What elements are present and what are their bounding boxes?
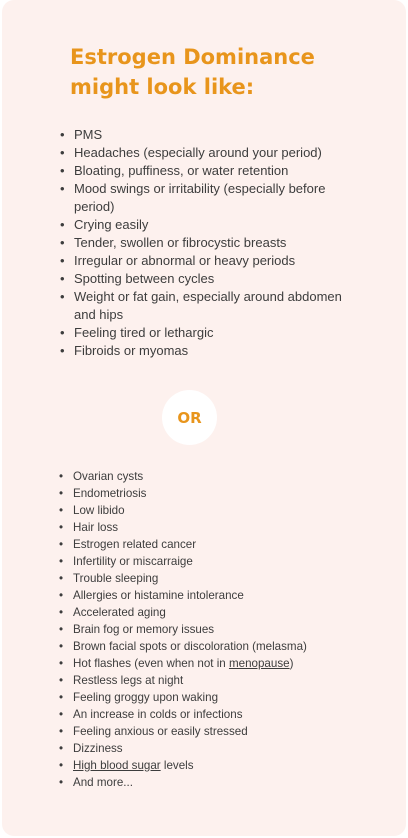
list-item-text: levels [160,759,194,772]
list-item [59,757,369,774]
symptom-list-top [60,126,366,360]
list-item: • Mood swings or irritability (especially before period) [60,180,366,216]
title-line-1: Estrogen Dominance [70,45,315,69]
list-item: • Low libido [59,502,369,519]
list-item: • Headaches (especially around your period) [60,144,366,162]
list-item: • Spotting between cycles [60,270,366,288]
list-item: • And more... [59,774,369,791]
list-item: • Bloating, puffiness, or water retention [60,162,366,180]
or-badge: OR [162,390,217,445]
list-item: • Brain fog or memory issues [59,621,369,638]
list-item: • Fibroids or myomas [60,342,366,360]
page-title [70,42,370,102]
list-item: • Weight or fat gain, especially around abdomen and hips [60,288,366,324]
list-item: • Crying easily [60,216,366,234]
list-item: • Feeling tired or lethargic [60,324,366,342]
list-item: • Tender, swollen or fibrocystic breasts [60,234,366,252]
list-item: • Ovarian cysts [59,468,369,485]
list-item: • Restless legs at night [59,672,369,689]
list-item: • Allergies or histamine intolerance [59,587,369,604]
list-item: • PMS [60,126,366,144]
list-item: • Hair loss [59,519,369,536]
list-item: • Irregular or abnormal or heavy periods [60,252,366,270]
list-item-text: ) [289,657,294,670]
inline-link[interactable]: High blood sugar [73,759,161,772]
list-item: • Endometriosis [59,485,369,502]
list-item: • Accelerated aging [59,604,369,621]
list-item: • Feeling anxious or easily stressed [59,723,369,740]
list-item [59,655,369,672]
list-item: • Feeling groggy upon waking [59,689,369,706]
list-item: • An increase in colds or infections [59,706,369,723]
info-card [2,0,406,836]
title-line-2: might look like: [70,75,255,99]
inline-link[interactable]: menopause [228,657,290,670]
symptom-list-bottom [59,468,369,791]
list-item: • Infertility or miscarraige [59,553,369,570]
list-item: • Brown facial spots or discoloration (melasma) [59,638,369,655]
list-item: • Estrogen related cancer [59,536,369,553]
list-item: • Trouble sleeping [59,570,369,587]
list-item: • Dizziness [59,740,369,757]
list-item-text: Hot flashes (even when not in [73,657,229,670]
